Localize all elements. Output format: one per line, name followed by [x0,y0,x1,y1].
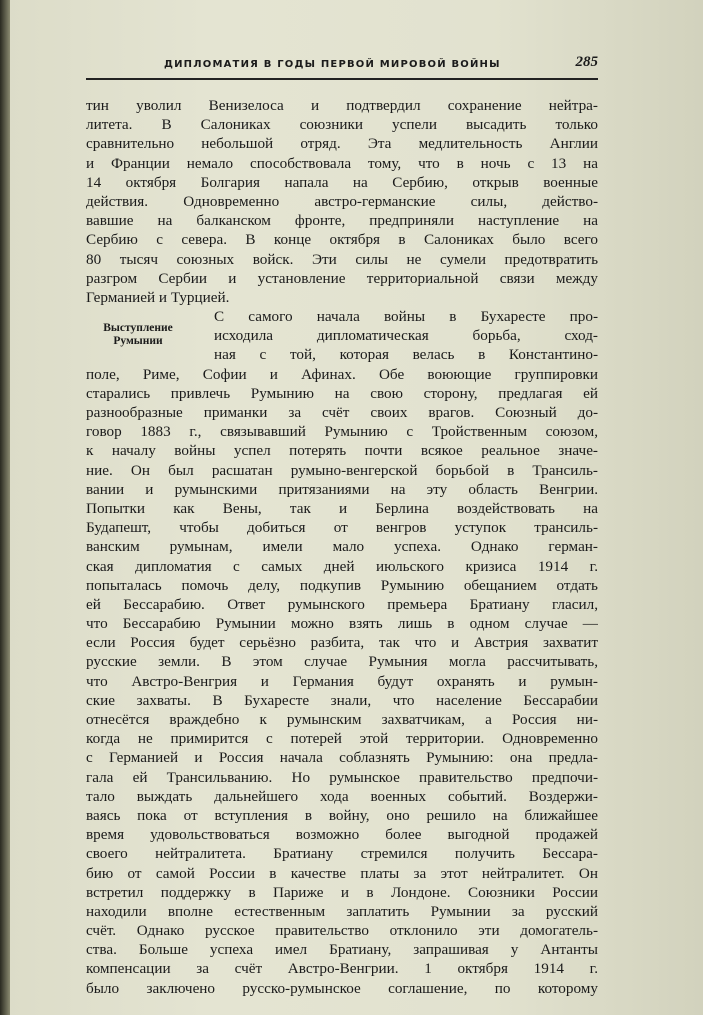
text-line: действия. Одновременно австро-германские силы, действо- [86,192,598,210]
text-line: встретил поддержку в Париже и в Лондоне. Союзники России [86,883,598,901]
text-line: попыталась помочь делу, подкупив Румынию обещанием отдать [86,576,598,594]
text-line: ная с той, которая велась в Константино- [214,346,598,364]
text-line: вавшие на балканском фронте, предприняли наступление на [86,212,598,230]
text-line: 80 тысяч союзных войск. Эти силы не сумели предотвратить [86,250,598,268]
text-line: время удовольствоваться возможно более выгодной продажей [86,826,598,844]
text-line: ние. Он был расшатан румыно-венгерской борьбой в Трансиль- [86,461,598,479]
book-spine [0,0,10,1015]
text-line: ские захваты. В Бухаресте знали, что население Бессарабии [86,691,598,709]
text-line: ванским румынам, имели мало успеха. Однако герман- [86,538,598,556]
text-line: Будапешт, чтобы добиться от венгров уступок трансиль- [86,519,598,537]
text-line: разнообразные приманки за счёт своих врагов. Союзный до- [86,404,598,421]
text-line: 14 октября Болгария напала на Сербию, открыв военные [86,173,598,191]
text-line: к началу войны успел потерять почти всякое реальное значе- [86,442,598,460]
text-line: когда не примирится с потерей этой территории. Одновременно [86,730,598,748]
text-line: Сербию с севера. В конце октября в Салониках было всего [86,231,598,249]
text-line: Попытки как Вены, так и Берлина воздействовать на [86,499,598,517]
text-line: с Германией и Россия начала соблазнять Румынию: она предла- [86,749,598,767]
text-line: ей Бессарабию. Ответ румынского премьера Братиану гласил, [86,595,598,613]
text-line: поле, Риме, Софии и Афинах. Обе воюющие группировки [86,365,598,383]
text-line: ская дипломатия с самых дней июльского кризиса 1914 г. [86,557,598,575]
text-line: разгром Сербии и установление территориальной связи между [86,269,598,287]
text-line: что Бессарабию Румынии можно взять лишь в одном случае — [86,615,598,633]
text-line: отнесётся враждебно к румынским захватчикам, а Россия ни- [86,711,598,728]
text-line: говор 1883 г., связывавший Румынию с Тройственным союзом, [86,423,598,441]
running-title: ДИПЛОМАТИЯ В ГОДЫ ПЕРВОЙ МИРОВОЙ ВОЙНЫ [164,59,501,70]
text-line: было заключено русско-румынское соглашение, по которому [86,979,598,997]
text-line: ваясь пока от вступления в войну, оно решило на ближайшее [86,806,598,824]
text-line: счёт. Однако русское правительство отклонило эти домогатель- [86,922,598,940]
margin-note [78,322,198,348]
text-line: ства. Больше успеха имел Братиану, запрашивая у Антанты [86,941,598,959]
page-number: 285 [575,54,598,70]
text-line: исходила дипломатическая борьба, сход- [214,327,598,345]
text-line: вании и румынскими притязаниями на эту область Венгрии. [86,480,598,498]
page-header [86,54,598,80]
text-line: старались привлечь Румынию на свою сторону, предлагая ей [86,384,598,402]
text-line: гала ей Трансильванию. Но румынское правительство предпочи- [86,768,598,786]
text-line: если Россия будет серьёзно разбита, так что и Австрия захватит [86,634,598,652]
text-line: С самого начала войны в Бухаресте про- [214,308,598,326]
text-line: русские земли. В этом случае Румыния могла рассчитывать, [86,653,598,671]
text-line: тало выждать дальнейшего хода военных событий. Воздержи- [86,787,598,805]
text-line: сравнительно небольшой отряд. Эта медлительность Англии [86,135,598,153]
text-line: что Австро-Венгрия и Германия будут охранять и румын- [86,672,598,690]
text-line: своего нейтралитета. Братиану стремился получить Бессара- [86,845,598,863]
body-text [86,96,598,998]
text-line: компенсации за счёт Австро-Венгрии. 1 октября 1914 г. [86,960,598,978]
section-start [86,307,598,365]
text-line: литета. В Салониках союзники успели высадить только [86,116,598,134]
text-line: находили вполне естественным заплатить Румынии за русский [86,902,598,920]
text-line: и Франции немало способствовала тому, что в ночь с 13 на [86,154,598,172]
margin-note-line: Выступление [103,322,173,335]
text-line: тин уволил Венизелоса и подтвердил сохранение нейтра- [86,97,598,114]
margin-note-line: Румынии [113,335,163,348]
text-line: бию от самой России в качестве платы за этот нейтралитет. Он [86,864,598,882]
text-line: Германией и Турцией. [86,288,230,306]
